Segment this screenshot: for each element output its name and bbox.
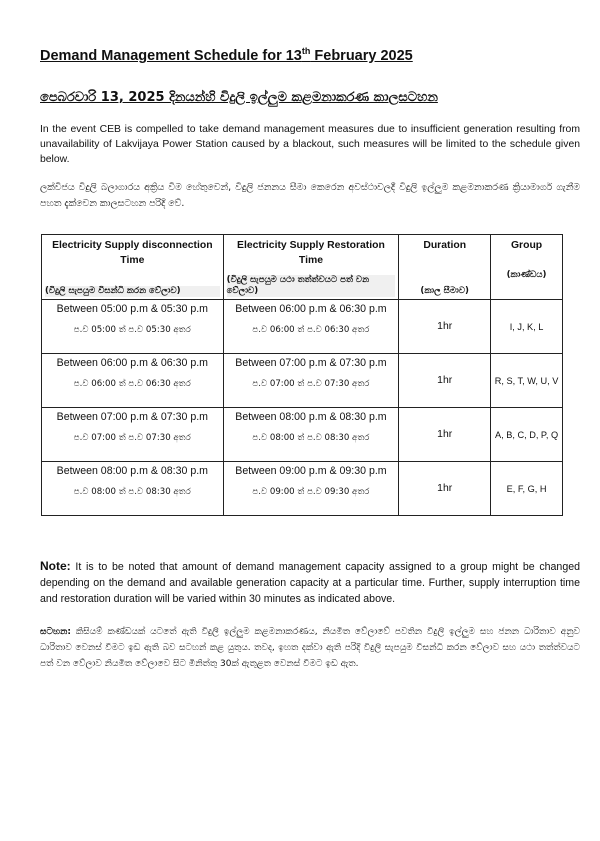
restoration-time-si: ප.ව 09:00 ත් ප.ව 09:30 අතර <box>252 487 370 497</box>
table-header-row <box>42 235 563 300</box>
header-duration <box>399 235 491 300</box>
disconnection-time-si: ප.ව 07:00 ත් ප.ව 07:30 අතර <box>73 433 191 443</box>
restoration-cell <box>223 408 399 462</box>
document-title: Demand Management Schedule for 13th February 2025 <box>40 46 413 64</box>
header-disconnection-si: (විදුලි සැපයුම විසන්ධි කරන වේලාව) <box>45 286 220 297</box>
disconnection-time-en: Between 05:00 p.m & 05:30 p.m <box>56 303 208 315</box>
header-disconnection <box>42 235 224 300</box>
intro-sinhala: ලක්විජය විදුලි බලාගාරය අක්‍රිය වීම හේතුවෙන්, විදුලි ජනනය සීමා කෙරෙන අවස්ථාවලදී විදුලි ඉල්ලුම කළමනාකරණ ක්‍රියාමාර්ග ගැනීම පහත දැක්වෙන කාලසටහන පරිදි වේ. <box>40 182 580 209</box>
duration-cell: 1hr <box>399 354 491 408</box>
disconnection-time-si: ප.ව 05:00 ත් ප.ව 05:30 අතර <box>73 325 191 335</box>
disconnection-time-en: Between 07:00 p.m & 07:30 p.m <box>56 411 208 423</box>
restoration-time-si: ප.ව 07:00 ත් ප.ව 07:30 අතර <box>252 379 370 389</box>
disconnection-cell <box>42 462 224 516</box>
header-group-si: (කාණ්ඩය) <box>506 270 547 280</box>
table-row <box>42 354 563 408</box>
intro-english: In the event CEB is compelled to take demand management measures due to insufficient generation resulting from unavailability of Lakvijaya Power Station caused by a blackout, such measures will be limited to the schedule given below. <box>40 124 580 165</box>
header-group-en: Group <box>510 240 543 251</box>
disconnection-time-en: Between 08:00 p.m & 08:30 p.m <box>56 465 208 477</box>
restoration-cell <box>223 300 399 354</box>
note-si-text: කිසියම් කණ්ඩයක් යටතේ ඇති විදුලි ඉල්ලුම කළමනාකරණය, නියමිත වේලාවේ පවතින විදුලි ඉල්ලුම සහ ජනන ධාරිතාව අනුව ධාරිතාව වෙනස් වීමට ඉඩ ඇති බව සටහන් කළ යුතුය. තවද, ඉහත දක්වා ඇති පරිදි විදුලි සැපයුම විසන්ධි කරන වේලාව සහ යථා තත්ත්වයට පත් වන වේලාව නියමිත වේලාවෙ සිට මිනිත්තු 30ක් ඇතුළත වෙනස් වීමට ඉඩ ඇත. <box>40 627 580 669</box>
note-sinhala <box>40 624 580 672</box>
header-restoration-si: (විදුලි සැපයුම යථා තත්ත්වයට පත් වන වේලාව) <box>227 275 396 297</box>
restoration-time-en: Between 06:00 p.m & 06:30 p.m <box>235 303 387 315</box>
note-text: It is to be noted that amount of demand management capacity assigned to a group might be changed depending on the demand and available generation capacity at a particular time. Further, supply interruption time and restoration duration will be varied within 30 minutes as indicated above. <box>40 561 580 605</box>
restoration-cell <box>223 462 399 516</box>
disconnection-time-en: Between 06:00 p.m & 06:30 p.m <box>56 357 208 369</box>
note-label: Note: <box>40 559 71 573</box>
header-duration-en: Duration <box>423 240 467 251</box>
header-duration-si: (කාල සීමාව) <box>420 286 469 296</box>
note-si-label: සටහන: <box>40 627 71 637</box>
table-row <box>42 300 563 354</box>
disconnection-cell <box>42 408 224 462</box>
disconnection-cell <box>42 354 224 408</box>
header-disconnection-en: Electricity Supply disconnection Time <box>52 240 213 266</box>
group-cell: R, S, T, W, U, V <box>491 354 563 408</box>
duration-cell: 1hr <box>399 300 491 354</box>
restoration-time-en: Between 08:00 p.m & 08:30 p.m <box>235 411 387 423</box>
note-english <box>40 558 580 607</box>
disconnection-time-si: ප.ව 08:00 ත් ප.ව 08:30 අතර <box>73 487 191 497</box>
group-cell: A, B, C, D, P, Q <box>491 408 563 462</box>
schedule-table <box>41 234 563 516</box>
disconnection-time-si: ප.ව 06:00 ත් ප.ව 06:30 අතර <box>73 379 191 389</box>
disconnection-cell <box>42 300 224 354</box>
restoration-time-si: ප.ව 08:00 ත් ප.ව 08:30 අතර <box>252 433 370 443</box>
restoration-time-en: Between 07:00 p.m & 07:30 p.m <box>235 357 387 369</box>
duration-cell: 1hr <box>399 462 491 516</box>
restoration-time-si: ප.ව 06:00 ත් ප.ව 06:30 අතර <box>252 325 370 335</box>
group-cell: I, J, K, L <box>491 300 563 354</box>
table-row <box>42 462 563 516</box>
header-group <box>491 235 563 300</box>
header-restoration-en: Electricity Supply Restoration Time <box>237 240 385 266</box>
duration-cell: 1hr <box>399 408 491 462</box>
table-row <box>42 408 563 462</box>
group-cell: E, F, G, H <box>491 462 563 516</box>
restoration-time-en: Between 09:00 p.m & 09:30 p.m <box>235 465 387 477</box>
header-restoration <box>223 235 399 300</box>
sinhala-title: පෙබරවාරි 13, 2025 දිනයන්හි විදුලි ඉල්ලුම කළමනාකරණ කාලසටහන <box>40 90 438 105</box>
restoration-cell <box>223 354 399 408</box>
